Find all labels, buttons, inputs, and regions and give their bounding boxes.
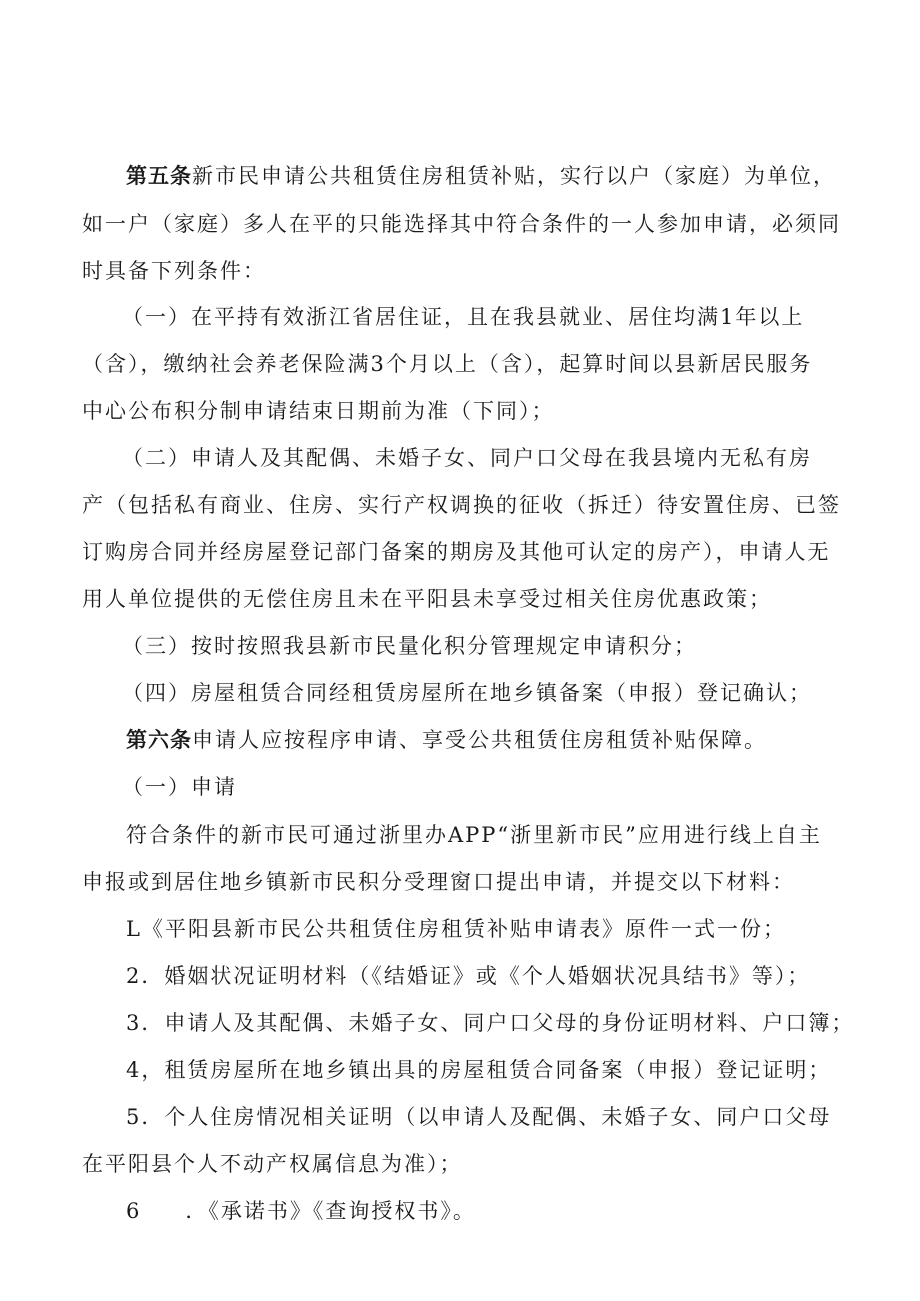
material-item-4: 4，租赁房屋所在地乡镇出具的房屋租赁合同备案（申报）登记证明； — [126, 1058, 832, 1082]
article6-line1: 第六条申请人应按程序申请、享受公共租赁住房租赁补贴保障。 — [126, 728, 767, 752]
material-item-1: L《平阳县新市民公共租赁住房租赁补贴申请表》原件一式一份； — [126, 917, 786, 941]
condition2-line3: 订购房合同并经房屋登记部门备案的期房及其他可认定的房产），申请人无 — [82, 540, 831, 564]
material-item-5-line2: 在平阳县个人不动产权属信息为准）； — [82, 1152, 463, 1176]
article5-line3: 时具备下列条件： — [82, 259, 266, 283]
article5-line1: 第五条新市民申请公共租赁住房租赁补贴，实行以户（家庭）为单位， — [126, 164, 836, 188]
condition2-line2: 产（包括私有商业、住房、实行产权调换的征收（拆迁）待安置住房、已签 — [82, 493, 841, 517]
condition3: （三）按时按照我县新市民量化积分管理规定申请积分； — [122, 634, 697, 658]
article5-heading: 第五条 — [126, 164, 192, 188]
article5-line2: 如一户（家庭）多人在平的只能选择其中符合条件的一人参加申请，必须同 — [82, 212, 841, 236]
material-item-2: 2．婚姻状况证明材料（《结婚证》或《个人婚姻状况具结书》等）； — [126, 964, 811, 988]
condition2-line1: （二）申请人及其配偶、未婚子女、同户口父母在我县境内无私有房 — [122, 446, 812, 470]
condition1-line3: 中心公布积分制申请结束日期前为准（下同）； — [82, 399, 555, 423]
apply-para-line1: 符合条件的新市民可通过浙里办APP“浙里新市民”应用进行线上自主 — [126, 823, 822, 847]
material-item-3: 3．申请人及其配偶、未婚子女、同户口父母的身份证明材料、户口簿； — [126, 1011, 855, 1035]
condition1-line2: （含），缴纳社会养老保险满3个月以上（含），起算时间以县新居民服务 — [82, 352, 813, 376]
condition4: （四）房屋租赁合同经租赁房屋所在地乡镇备案（申报）登记确认； — [122, 681, 812, 705]
material-item-5-line1: 5．个人住房情况相关证明（以申请人及配偶、未婚子女、同户口父母 — [126, 1105, 832, 1129]
condition2-line4: 用人单位提供的无偿住房且未在平阳县未享受过相关住房优惠政策； — [82, 587, 772, 611]
apply-para-line2: 申报或到居住地乡镇新市民积分受理窗口提出申请，并提交以下材料： — [82, 870, 795, 894]
section-apply: （一）申请 — [122, 775, 237, 799]
condition1-line1: （一）在平持有效浙江省居住证，且在我县就业、居住均满1年以上 — [122, 305, 805, 329]
article6-heading: 第六条 — [126, 728, 192, 752]
material-item-6: 6 ．《承诺书》《查询授权书》。 — [126, 1199, 476, 1223]
